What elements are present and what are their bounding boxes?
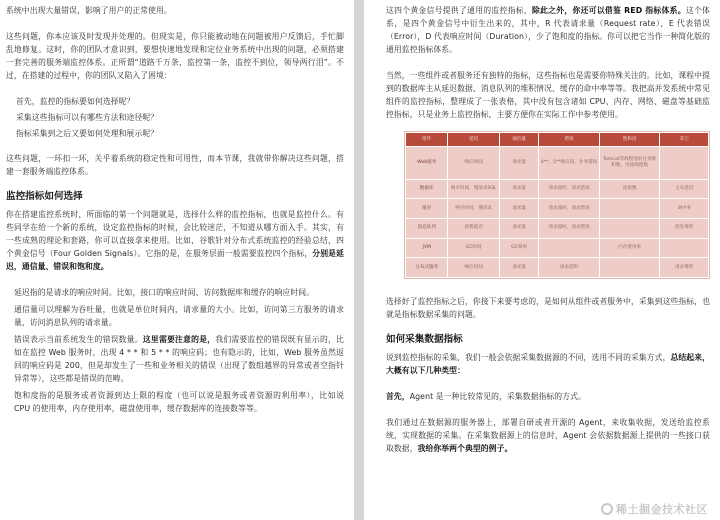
paragraph-agent [386, 390, 710, 403]
table-header-cell: 组件 [406, 133, 448, 147]
table-cell: 消息队列 [406, 219, 448, 239]
metrics-table [405, 132, 709, 278]
table-cell: 请求量 [499, 147, 538, 180]
red-text-c: 这个体系，是四个黄金信号中衍生出来的，其中，R 代表请求量（Request rate），E 代表错误（Error），D 代表响应时间（Duration），少了饱和度的指标。你可以把它当作一种简化版的通用监控指标体系。 [386, 6, 710, 54]
table-cell: GC频率 [499, 238, 538, 258]
table-cell: 请求量 [499, 219, 538, 239]
paragraph-intro: 这些问题，一环扣一环，关乎着系统的稳定性和可用性，而本节课，我就带你解决这些问题，搭建一套服务端监控体系。 [6, 154, 344, 176]
question-1: 首先，监控的指标要如何选择呢？ [16, 97, 135, 106]
table-cell: 主从延迟 [660, 179, 709, 199]
heading-select-metrics: 监控指标如何选择 [6, 191, 83, 202]
deploy-bold: 我给你举两个典型的例子。 [417, 444, 513, 453]
table-cell: 请求超时，请求错误 [539, 219, 600, 239]
red-text-a: 这四个黄金信号提供了通用的监控指标， [386, 6, 532, 15]
table-cell: 请求量 [499, 179, 538, 199]
table-header-cell: 饱和度 [599, 133, 660, 147]
table-cell [660, 238, 709, 258]
table-cell: 响应时间 [448, 258, 500, 278]
table-header-row [406, 133, 709, 147]
table-header-cell: 其它 [660, 133, 709, 147]
table-cell [599, 219, 660, 239]
table-row [406, 258, 709, 278]
table-row [406, 238, 709, 258]
table-cell: 响应时间 [448, 147, 500, 180]
table-cell: 消费延迟 [448, 219, 500, 239]
right-page [364, 0, 720, 520]
select-bold: 分别是延迟，通信量、错误和饱和度。 [6, 249, 344, 271]
table-cell: GC时间 [448, 238, 500, 258]
table-cell: 请求超时，请求错误 [539, 199, 600, 219]
errors-text-c: 我们需要监控的错误既有显示的，比如在监控 Web 服务时，出现 4 * * 和 5 * * 的响应码；也有隐示的，比如，Web 服务虽然返回的响应码是 200，但是却发生了一些和业务相关的错误（出现了数组越界的异常或者空指针异常等），这些都是错误的范畴。 [14, 335, 344, 383]
signal-errors [6, 333, 344, 385]
table-cell: 请求堆积 [660, 258, 709, 278]
table-cell: 4**、5**响应码，业务错误 [539, 147, 600, 180]
signal-saturation: 饱和度指的是服务或者资源到达上限的程度（也可以说是服务或者资源的利用率），比如说 CPU 的使用率，内存使用率，磁盘使用率，缓存数据库的连接数等等。 [14, 391, 344, 413]
paragraph-after-table: 选择好了监控指标之后，你接下来要考虑的，是如何从组件或者服务中，采集到这些指标，也就是指标数据采集的问题。 [386, 297, 710, 319]
paragraph-top: 系统中出现大量错误，影响了用户的正常使用。 [6, 6, 172, 15]
table-cell: 消息堆积 [660, 219, 709, 239]
question-3: 指标采集到之后又要如何处理和展示呢？ [16, 129, 159, 138]
collect-bold: 总结起来，大概有以下几种类型： [386, 353, 710, 375]
table-header-cell: 通信量 [499, 133, 538, 147]
table-cell: 分布式服务 [406, 258, 448, 278]
errors-text-a: 错误表示当前系统发生的错误数量。 [14, 335, 143, 344]
paragraph-collect [386, 351, 710, 377]
metrics-table-image [404, 131, 710, 279]
table-row [406, 179, 709, 199]
red-bold: 除此之外，你还可以借鉴 RED 指标体系。 [531, 6, 686, 15]
table-cell: 请求超时 [539, 258, 600, 278]
table-cell [599, 199, 660, 219]
table-row [406, 219, 709, 239]
table-cell: Tomcat等线程池的任务堆积数，连接线程数 [599, 147, 660, 180]
question-2: 采集这些指标可以有哪些方法和途径呢？ [16, 113, 159, 122]
agent-text: Agent 是一种比较常见的，采集数据指标的方式。 [409, 392, 586, 401]
heading-collect-metrics: 如何采集数据指标 [386, 334, 463, 345]
paragraph-select [6, 208, 344, 273]
paragraph-special: 当然，一些组件或者服务还有独特的指标，这些指标也是需要你特殊关注的。比如，课程中提到的数据库主从延迟数据、消息队列的堆积情况、缓存的命中率等等。我把高并发系统中常见组件的监控指标，整理成了一张表格，其中没有包含诸如 CPU、内存、网络、磁盘等基础监控指标，只是业务上监控指标，主要方便你在实际工作中参考使用。 [386, 71, 710, 119]
watermark [601, 501, 708, 517]
table-cell: 请求超时，请求错误 [539, 179, 600, 199]
table-cell: 连接数 [599, 179, 660, 199]
table-cell: 响应时间，慢请求SQL [448, 179, 500, 199]
table-cell: Web服务 [406, 147, 448, 180]
table-cell: 请求量 [499, 258, 538, 278]
collect-text: 说到监控指标的采集，我们一般会依据采集数据源的不同，选用不同的采集方式， [386, 353, 671, 362]
paragraph-red [386, 4, 710, 56]
problem-text-a: 这些问题，你本应该及时发现并处理的。 [6, 32, 151, 41]
table-cell: 缓存 [406, 199, 448, 219]
watermark-text: 稀土掘金技术社区 [616, 503, 708, 516]
deploy-text: 我们通过在数据源的服务器上，部署自研或者开源的 Agent，来收集收据，发送给监控系统，实现数据的采集。在采集数据源上的信息时，Agent 会依据数据源上提供的一些接口获取数据， [386, 418, 710, 453]
paragraph-problem [6, 30, 344, 82]
agent-bold: 首先， [386, 392, 410, 401]
left-page [0, 0, 354, 520]
table-cell [660, 147, 709, 180]
table-cell: 命中率 [660, 199, 709, 219]
table-cell: 请求量 [499, 199, 538, 219]
table-header-cell: 延迟 [448, 133, 500, 147]
page-gutter [354, 0, 364, 520]
table-cell: 数据库 [406, 179, 448, 199]
table-cell: 响应时间，慢请求 [448, 199, 500, 219]
errors-bold: 这里需要注意的是， [142, 335, 216, 344]
signal-traffic: 通信量可以理解为吞吐量，也就是单位时间内，请求量的大小。比如，访问第三方服务的请求量，访问消息队列的请求量。 [14, 305, 344, 327]
signal-latency: 延迟指的是请求的响应时间。比如，接口的响应时间、访问数据库和缓存的响应时间。 [14, 288, 315, 297]
table-cell: 内存使用率 [599, 238, 660, 258]
paragraph-deploy [386, 416, 710, 455]
table-header-cell: 错误 [539, 133, 600, 147]
table-cell [599, 258, 660, 278]
problem-text-b: 但现实是，你只能被动地在问题被用户反馈后，手忙脚乱地修复。这时，你的团队才意识到，要想快速地发现和定位业务系统中出现的问题，必须搭建一套完善的服务端监控体系。正所谓“道路千万条，监控第一条，监控不到位，领导两行泪”。不过，在搭建的过程中，你的团队又陷入了困境： [6, 32, 344, 80]
table-row [406, 147, 709, 180]
table-cell: JVM [406, 238, 448, 258]
table-row [406, 199, 709, 219]
watermark-logo-icon [601, 503, 613, 515]
select-text: 你在搭建监控系统时，所面临的第一个问题就是，选择什么样的监控指标，也就是监控什么。有些同学在给一个新的系统，设定监控指标的时候，会比较迷茫，不知道从哪方面入手。其实，有一些成熟的理论和套路，你可以直接拿来使用。比如，谷歌针对分布式系统监控的经验总结，四个黄金信号（Four Golden Signals）。它指的是，在服务层面一般需要监控四个指标， [6, 210, 344, 258]
table-cell [539, 238, 600, 258]
